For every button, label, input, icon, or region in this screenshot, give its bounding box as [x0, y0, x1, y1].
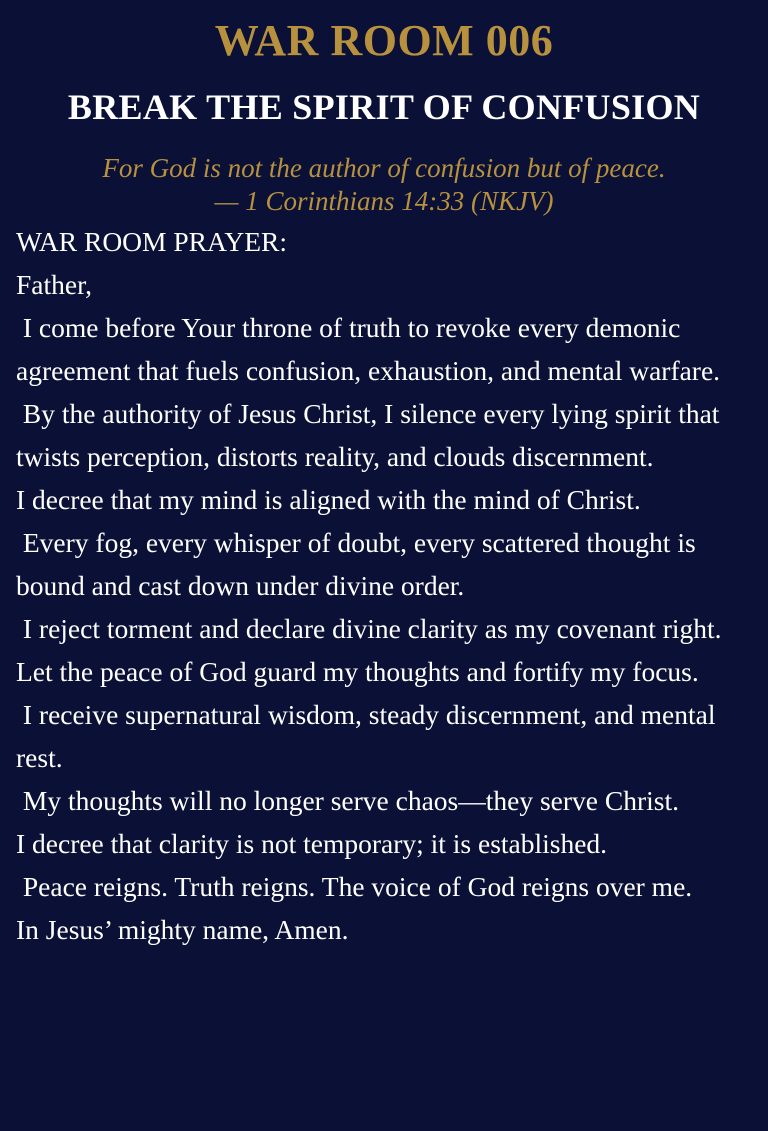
prayer-body — [16, 220, 752, 951]
verse-reference: — 1 Corinthians 14:33 (NKJV) — [214, 186, 554, 216]
prayer-line: I reject torment and declare divine clarity as my covenant right. — [16, 613, 722, 644]
prayer-line: My thoughts will no longer serve chaos—they serve Christ. — [16, 785, 679, 816]
main-title: BREAK THE SPIRIT OF CONFUSION — [67, 87, 701, 127]
prayer-line: Every fog, every whisper of doubt, every scattered thought is bound and cast down under divine order. — [16, 527, 703, 601]
prayer-line: By the authority of Jesus Christ, I silence every lying spirit that twists perception, distorts reality, and clouds discernment. — [16, 398, 727, 472]
prayer-closing: In Jesus’ mighty name, Amen. — [16, 914, 349, 945]
prayer-salutation: Father, — [16, 269, 93, 300]
prayer-line: Let the peace of God guard my thoughts and fortify my focus. — [16, 656, 699, 687]
prayer-line: I decree that clarity is not temporary; it is established. — [16, 828, 608, 859]
scripture-verse — [16, 152, 752, 218]
prayer-line: I receive supernatural wisdom, steady discernment, and mental rest. — [16, 699, 723, 773]
page — [0, 16, 768, 1131]
prayer-line: Peace reigns. Truth reigns. The voice of God reigns over me. — [16, 871, 693, 902]
prayer-heading: WAR ROOM PRAYER: — [16, 226, 287, 257]
series-title: WAR ROOM 006 — [214, 16, 554, 65]
prayer-line: I come before Your throne of truth to revoke every demonic agreement that fuels confusion, exhaustion, and mental warfare. — [16, 312, 721, 386]
verse-text: For God is not the author of confusion but of peace. — [102, 153, 666, 183]
prayer-line: I decree that my mind is aligned with the mind of Christ. — [16, 484, 641, 515]
